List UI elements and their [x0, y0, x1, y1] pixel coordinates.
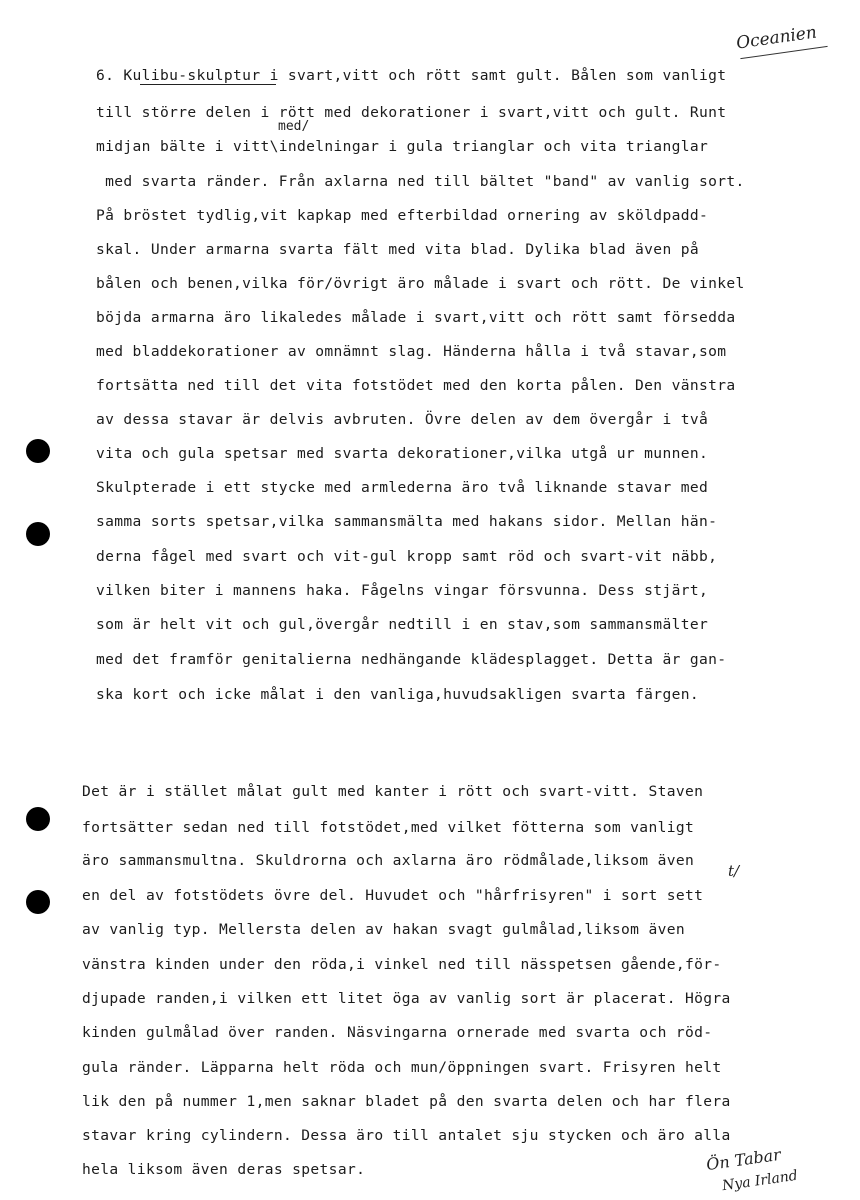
text-line: äro sammansmultna. Skuldrorna och axlarna äro rödmålade,liksom även [82, 852, 695, 869]
handwritten-location-note: Nya Irland [721, 1167, 799, 1195]
text-line: skal. Under armarna svarta fält med vita blad. Dylika blad även på [96, 241, 699, 258]
text-line: midjan bälte i vitt\indelningar i gula trianglar och vita trianglar [96, 138, 709, 155]
text-line: djupade randen,i vilken ett litet öga av vanlig sort är placerat. Högra [82, 990, 731, 1007]
text-line: som är helt vit och gul,övergår nedtill i en stav,som sammansmälter [96, 616, 709, 633]
text-line: vänstra kinden under den röda,i vinkel ned till nässpetsen gående,för- [82, 956, 722, 973]
text-line: vita och gula spetsar med svarta dekorationer,vilka utgå ur munnen. [96, 445, 709, 462]
text-line: stavar kring cylindern. Dessa äro till antalet sju stycken och äro alla [82, 1127, 731, 1144]
text-line: av vanlig typ. Mellersta delen av hakan svagt gulmålad,liksom även [82, 921, 685, 938]
text-line: kinden gulmålad över randen. Näsvingarna ornerade med svarta och röd- [82, 1024, 713, 1041]
text-line: På bröstet tydlig,vit kapkap med efterbildad ornering av sköldpadd- [96, 207, 709, 224]
text-line: med det framför genitalierna nedhängande klädesplagget. Detta är gan- [96, 651, 727, 668]
text-line: ska kort och icke målat i den vanliga,huvudsakligen svarta färgen. [96, 686, 699, 703]
text-line: av dessa stavar är delvis avbruten. Övre delen av dem övergår i två [96, 411, 709, 428]
punch-hole [26, 807, 50, 831]
text-line: fortsätter sedan ned till fotstödet,med vilket fötterna som vanligt [82, 819, 695, 836]
interlinear-insertion: med/ [278, 119, 310, 134]
handwritten-region-note: Oceanien [735, 22, 819, 54]
text-line: hela liksom även deras spetsar. [82, 1161, 366, 1178]
text-line: bålen och benen,vilka för/övrigt äro målade i svart och rött. De vinkel [96, 275, 745, 292]
text-line: gula ränder. Läpparna helt röda och mun/öppningen svart. Frisyren helt [82, 1059, 722, 1076]
title-underline [140, 84, 276, 85]
punch-hole [26, 439, 50, 463]
text-line: Skulpterade i ett stycke med armlederna äro två liknande stavar med [96, 479, 709, 496]
text-line: 6. Kulibu-skulptur i svart,vitt och rött samt gult. Bålen som vanligt [96, 67, 727, 84]
text-line: derna fågel med svart och vit-gul kropp samt röd och svart-vit näbb, [96, 548, 718, 565]
interlinear-insertion: t/ [728, 862, 740, 880]
punch-hole [26, 522, 50, 546]
text-line: samma sorts spetsar,vilka sammansmälta med hakans sidor. Mellan hän- [96, 513, 718, 530]
text-line: en del av fotstödets övre del. Huvudet och "hårfrisyren" i sort sett [82, 887, 704, 904]
text-line: vilken biter i mannens haka. Fågelns vingar försvunna. Dess stjärt, [96, 582, 709, 599]
text-line: fortsätta ned till det vita fotstödet med den korta pålen. Den vänstra [96, 377, 736, 394]
text-line: med bladdekorationer av omnämnt slag. Händerna hålla i två stavar,som [96, 343, 727, 360]
punch-hole [26, 890, 50, 914]
text-line: till större delen i rött med dekorationer i svart,vitt och gult. Runt [96, 104, 727, 121]
handwritten-location-note: Ön Tabar [705, 1144, 782, 1175]
text-line: böjda armarna äro likaledes målade i svart,vitt och rött samt försedda [96, 309, 736, 326]
text-line: Det är i stället målat gult med kanter i rött och svart-vitt. Staven [82, 783, 704, 800]
text-line: med svarta ränder. Från axlarna ned till bältet "band" av vanlig sort. [96, 173, 745, 190]
text-line: lik den på nummer 1,men saknar bladet på den svarta delen och har flera [82, 1093, 731, 1110]
